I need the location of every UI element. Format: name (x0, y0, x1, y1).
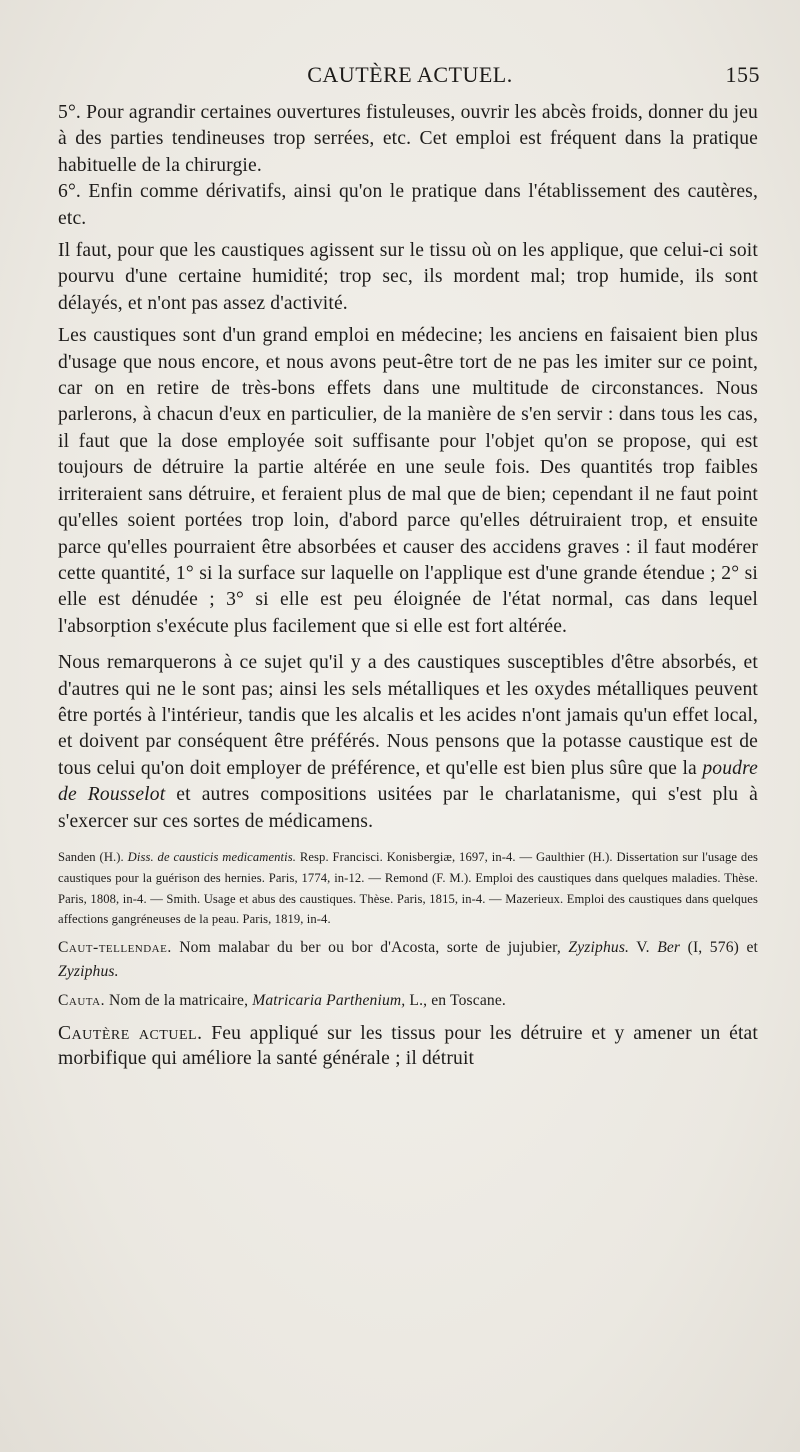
entry-definition: Feu appliqué sur les tissus pour les détruire et y amener un état morbifique qui améliore la santé générale ; il détruit (58, 1022, 758, 1069)
paragraph-humidity: Il faut, pour que les caustiques agissent sur le tissu où on les applique, que celui-ci soit pourvu d'une certaine humidité; trop sec, ils mordent mal; trop humide, ils sont délayés, et n'ont pas assez d'activité. (58, 240, 758, 314)
entry-latin-term: Zyziphus. (568, 939, 630, 957)
bibliography-references (58, 847, 758, 930)
poudre-de-rousselot-term: poudre de Rousselot (58, 757, 758, 806)
entry-crossref-term: Ber (657, 939, 681, 957)
paragraph-usage: Les caustiques sont d'un grand emploi en médecine; les anciens en faisaient bien plus d'usage que nous encore, et nous avons peut-être tort de ne pas les imiter sur ce point, car on en retire de très-bons effets dans une multitude de circonstances. Nous parlerons, à chacun d'eux en particulier, de la manière de s'en servir : dans tous les cas, il faut que la dose employée soit suffisante pour l'objet qu'on se propose, qui est toujours de détruire la partie altérée en une seule fois. Des quantités trop faibles irriteraient sans détruire, et feraient plus de mal que de bien; cependant il ne faut point qu'elles soient portées trop loin, d'abord parce qu'elles détruiraient trop, et ensuite parce qu'elles pourraient être absorbées et causer des accidens graves : il faut modérer cette quantité, 1° si la surface sur laquelle on l'applique est d'une grande étendue ; 2° si elle est dénudée ; 3° si elle est peu éloignée de l'état normal, cas dans lequel l'absorption s'exécute plus facilement que si elle est fort altérée. (58, 325, 758, 637)
entry-definition: Nom de la matricaire, (104, 992, 253, 1010)
dictionary-entry-cauta (58, 989, 758, 1013)
reference-title-sanden: Diss. de causticis medicamentis. (127, 849, 297, 864)
entry-crossref: V. (629, 939, 658, 957)
dictionary-entry-caut-tellendae (58, 936, 758, 983)
paragraph-item-6: 6°. Enfin comme dérivatifs, ainsi qu'on le pratique dans l'établissement des cautères, etc. (58, 181, 758, 229)
entry-headword: Cauta. (58, 992, 105, 1010)
reference-author-sanden: Sanden (H.). (58, 849, 128, 864)
running-header (60, 62, 760, 92)
entry-headword: Caut-tellendae. (58, 939, 172, 957)
running-title: CAUTÈRE ACTUEL. (307, 62, 513, 87)
entry-definition: Nom malabar du ber ou bor d'Acosta, sorte de jujubier, (171, 939, 569, 957)
entry-crossref-term-2: Zyziphus. (58, 962, 119, 980)
entry-definition-end: L., en Toscane. (405, 992, 506, 1010)
paragraph-item-5: 5°. Pour agrandir certaines ouvertures fistuleuses, ouvrir les abcès froids, donner du jeu à des parties tendineuses trop serrées, etc. Cet emploi est fréquent dans la pratique habituelle de la chirurgie. (58, 102, 758, 176)
entry-headword: Cautère actuel. (58, 1022, 203, 1044)
page-body (58, 100, 758, 1071)
paragraph-absorption (58, 650, 758, 835)
page-number: 155 (725, 62, 760, 87)
entry-latin-term: Matricaria Parthenium, (252, 992, 406, 1010)
dictionary-entry-cautere-actuel (58, 1021, 758, 1071)
paragraph-absorption-text-a: Nous remarquerons à ce sujet qu'il y a des caustiques susceptibles d'être absorbés, et d'autres qui ne le sont pas; ainsi les sels métalliques et les oxydes métalliques peuvent être portés à l'intérieur, tandis que les alcalis et les acides n'ont jamais qu'un effet local, et doivent par conséquent être préférés. Nous pensons que la potasse caustique est de tous celui qu'on doit employer de préférence, et qu'elle est bien plus sûre que la (58, 652, 758, 779)
paragraph-absorption-text-b: et autres compositions usitées par le charlatanisme, qui s'est plu à s'exercer sur ces sortes de médicamens. (58, 784, 758, 832)
reference-list-rest: Resp. Francisci. Konisbergiæ, 1697, in-4. — Gaulthier (H.). Dissertation sur l'usage des caustiques pour la guérison des hernies. Paris, 1774, in-12. — Remond (F. M.). Emploi des caustiques dans quelques maladies. Thèse. Paris, 1808, in-4. — Smith. Usage et abus des caustiques. Thèse. Paris, 1815, in-4. — Mazerieux. Emploi des caustiques dans quelques affections gangréneuses de la peau. Paris, 1819, in-4. (58, 849, 759, 927)
entry-crossref-location: (I, 576) et (680, 939, 758, 957)
